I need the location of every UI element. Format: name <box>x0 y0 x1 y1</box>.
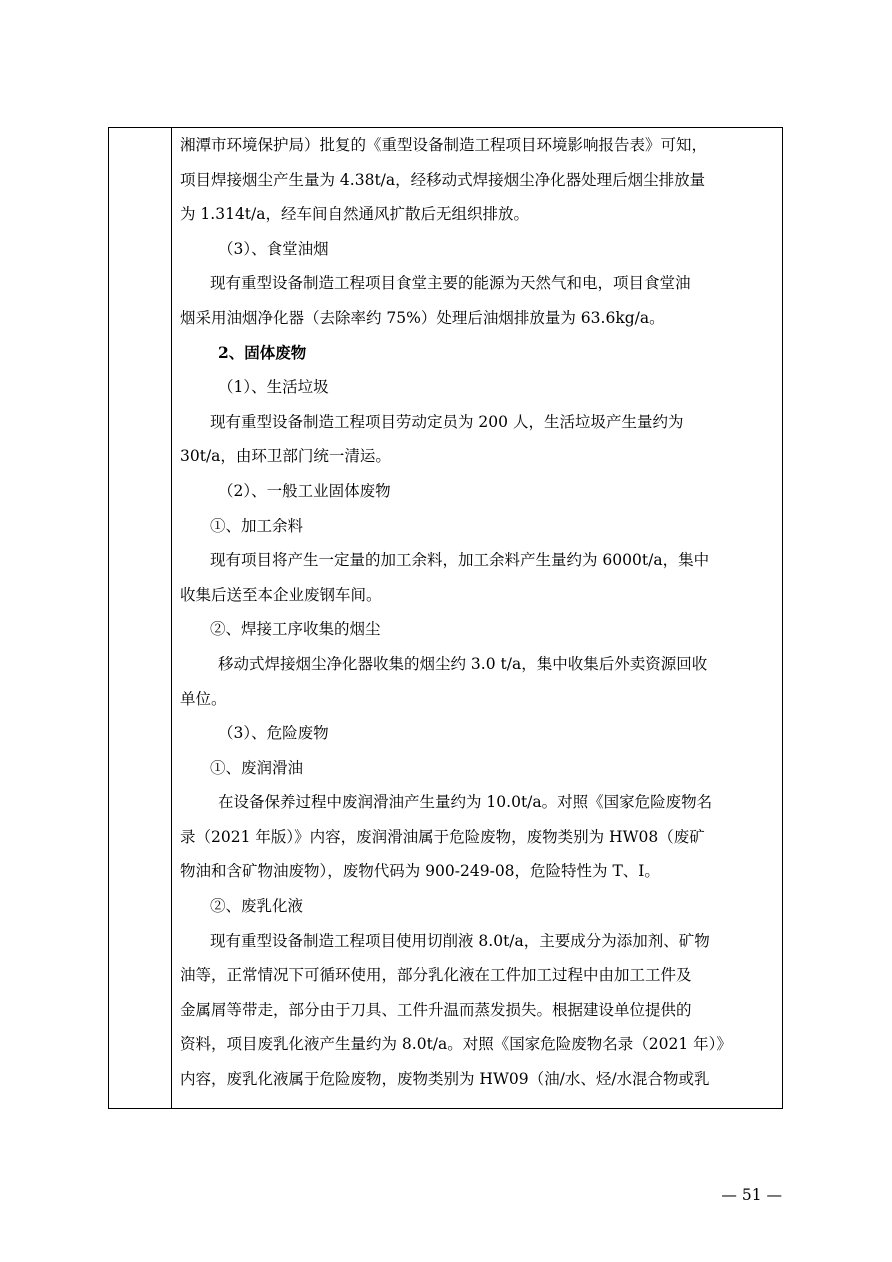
text-line: （1）、生活垃圾 <box>218 378 329 397</box>
text-line: 内容，废乳化液属于危险废物，废物类别为 HW09（油/水、烃/水混合物或乳 <box>180 1070 710 1089</box>
text-line: 油等，正常情况下可循环使用，部分乳化液在工件加工过程中由加工工件及 <box>180 966 692 985</box>
table-content <box>172 128 782 1097</box>
text-line: 现有重型设备制造工程项目劳动定员为 200 人，生活垃圾产生量约为 <box>210 412 684 431</box>
text-line: 移动式焊接烟尘净化器收集的烟尘约 3.0 t/a，集中收集后外卖资源回收 <box>218 654 708 673</box>
section-heading: 2、固体废物 <box>218 342 307 362</box>
text-line: 为 1.314t/a，经车间自然通风扩散后无组织排放。 <box>180 205 529 224</box>
text-line: 现有项目将产生一定量的加工余料，加工余料产生量约为 6000t/a，集中 <box>210 551 710 570</box>
text-line: 在设备保养过程中废润滑油产生量约为 10.0t/a。对照《国家危险废物名 <box>218 793 713 812</box>
text-line: 现有重型设备制造工程项目使用切削液 8.0t/a，主要成分为添加剂、矿物 <box>210 931 710 950</box>
left-column <box>109 128 172 1108</box>
text-line: （3）、危险废物 <box>218 724 329 743</box>
text-line: ①、废润滑油 <box>210 758 304 777</box>
text-line: 湘潭市环境保护局）批复的《重型设备制造工程项目环境影响报告表》可知， <box>180 136 708 154</box>
text-line: 单位。 <box>180 689 227 708</box>
table-frame <box>108 127 783 1109</box>
text-line: 现有重型设备制造工程项目食堂主要的能源为天然气和电，项目食堂油 <box>210 274 691 293</box>
text-line: （3）、食堂油烟 <box>218 239 329 258</box>
text-line: 收集后送至本企业废钢车间。 <box>180 585 382 604</box>
text-line: 烟采用油烟净化器（去除率约 75%）处理后油烟排放量为 63.6kg/a。 <box>180 308 665 327</box>
page-number: — 51 — <box>721 1186 782 1204</box>
text-line: 录（2021 年版）》内容，废润滑油属于危险废物，废物类别为 HW08（废矿 <box>180 827 705 846</box>
text-line: ②、焊接工序收集的烟尘 <box>210 620 381 639</box>
text-line: 金属屑等带走，部分由于刀具、工件升温而蒸发损失。根据建设单位提供的 <box>180 1000 692 1019</box>
text-line: 资料，项目废乳化液产生量约为 8.0t/a。对照《国家危险废物名录（2021 年）》 <box>180 1035 732 1054</box>
text-line: 30t/a，由环卫部门统一清运。 <box>180 447 391 466</box>
text-line: ①、加工余料 <box>210 516 304 535</box>
text-line: （2）、一般工业固体废物 <box>218 481 391 500</box>
text-line: ②、废乳化液 <box>210 897 304 916</box>
text-line: 项目焊接烟尘产生量为 4.38t/a，经移动式焊接烟尘净化器处理后烟尘排放量 <box>180 170 706 189</box>
text-line: 物油和含矿物油废物），废物代码为 900-249-08，危险特性为 T、I。 <box>180 862 660 881</box>
